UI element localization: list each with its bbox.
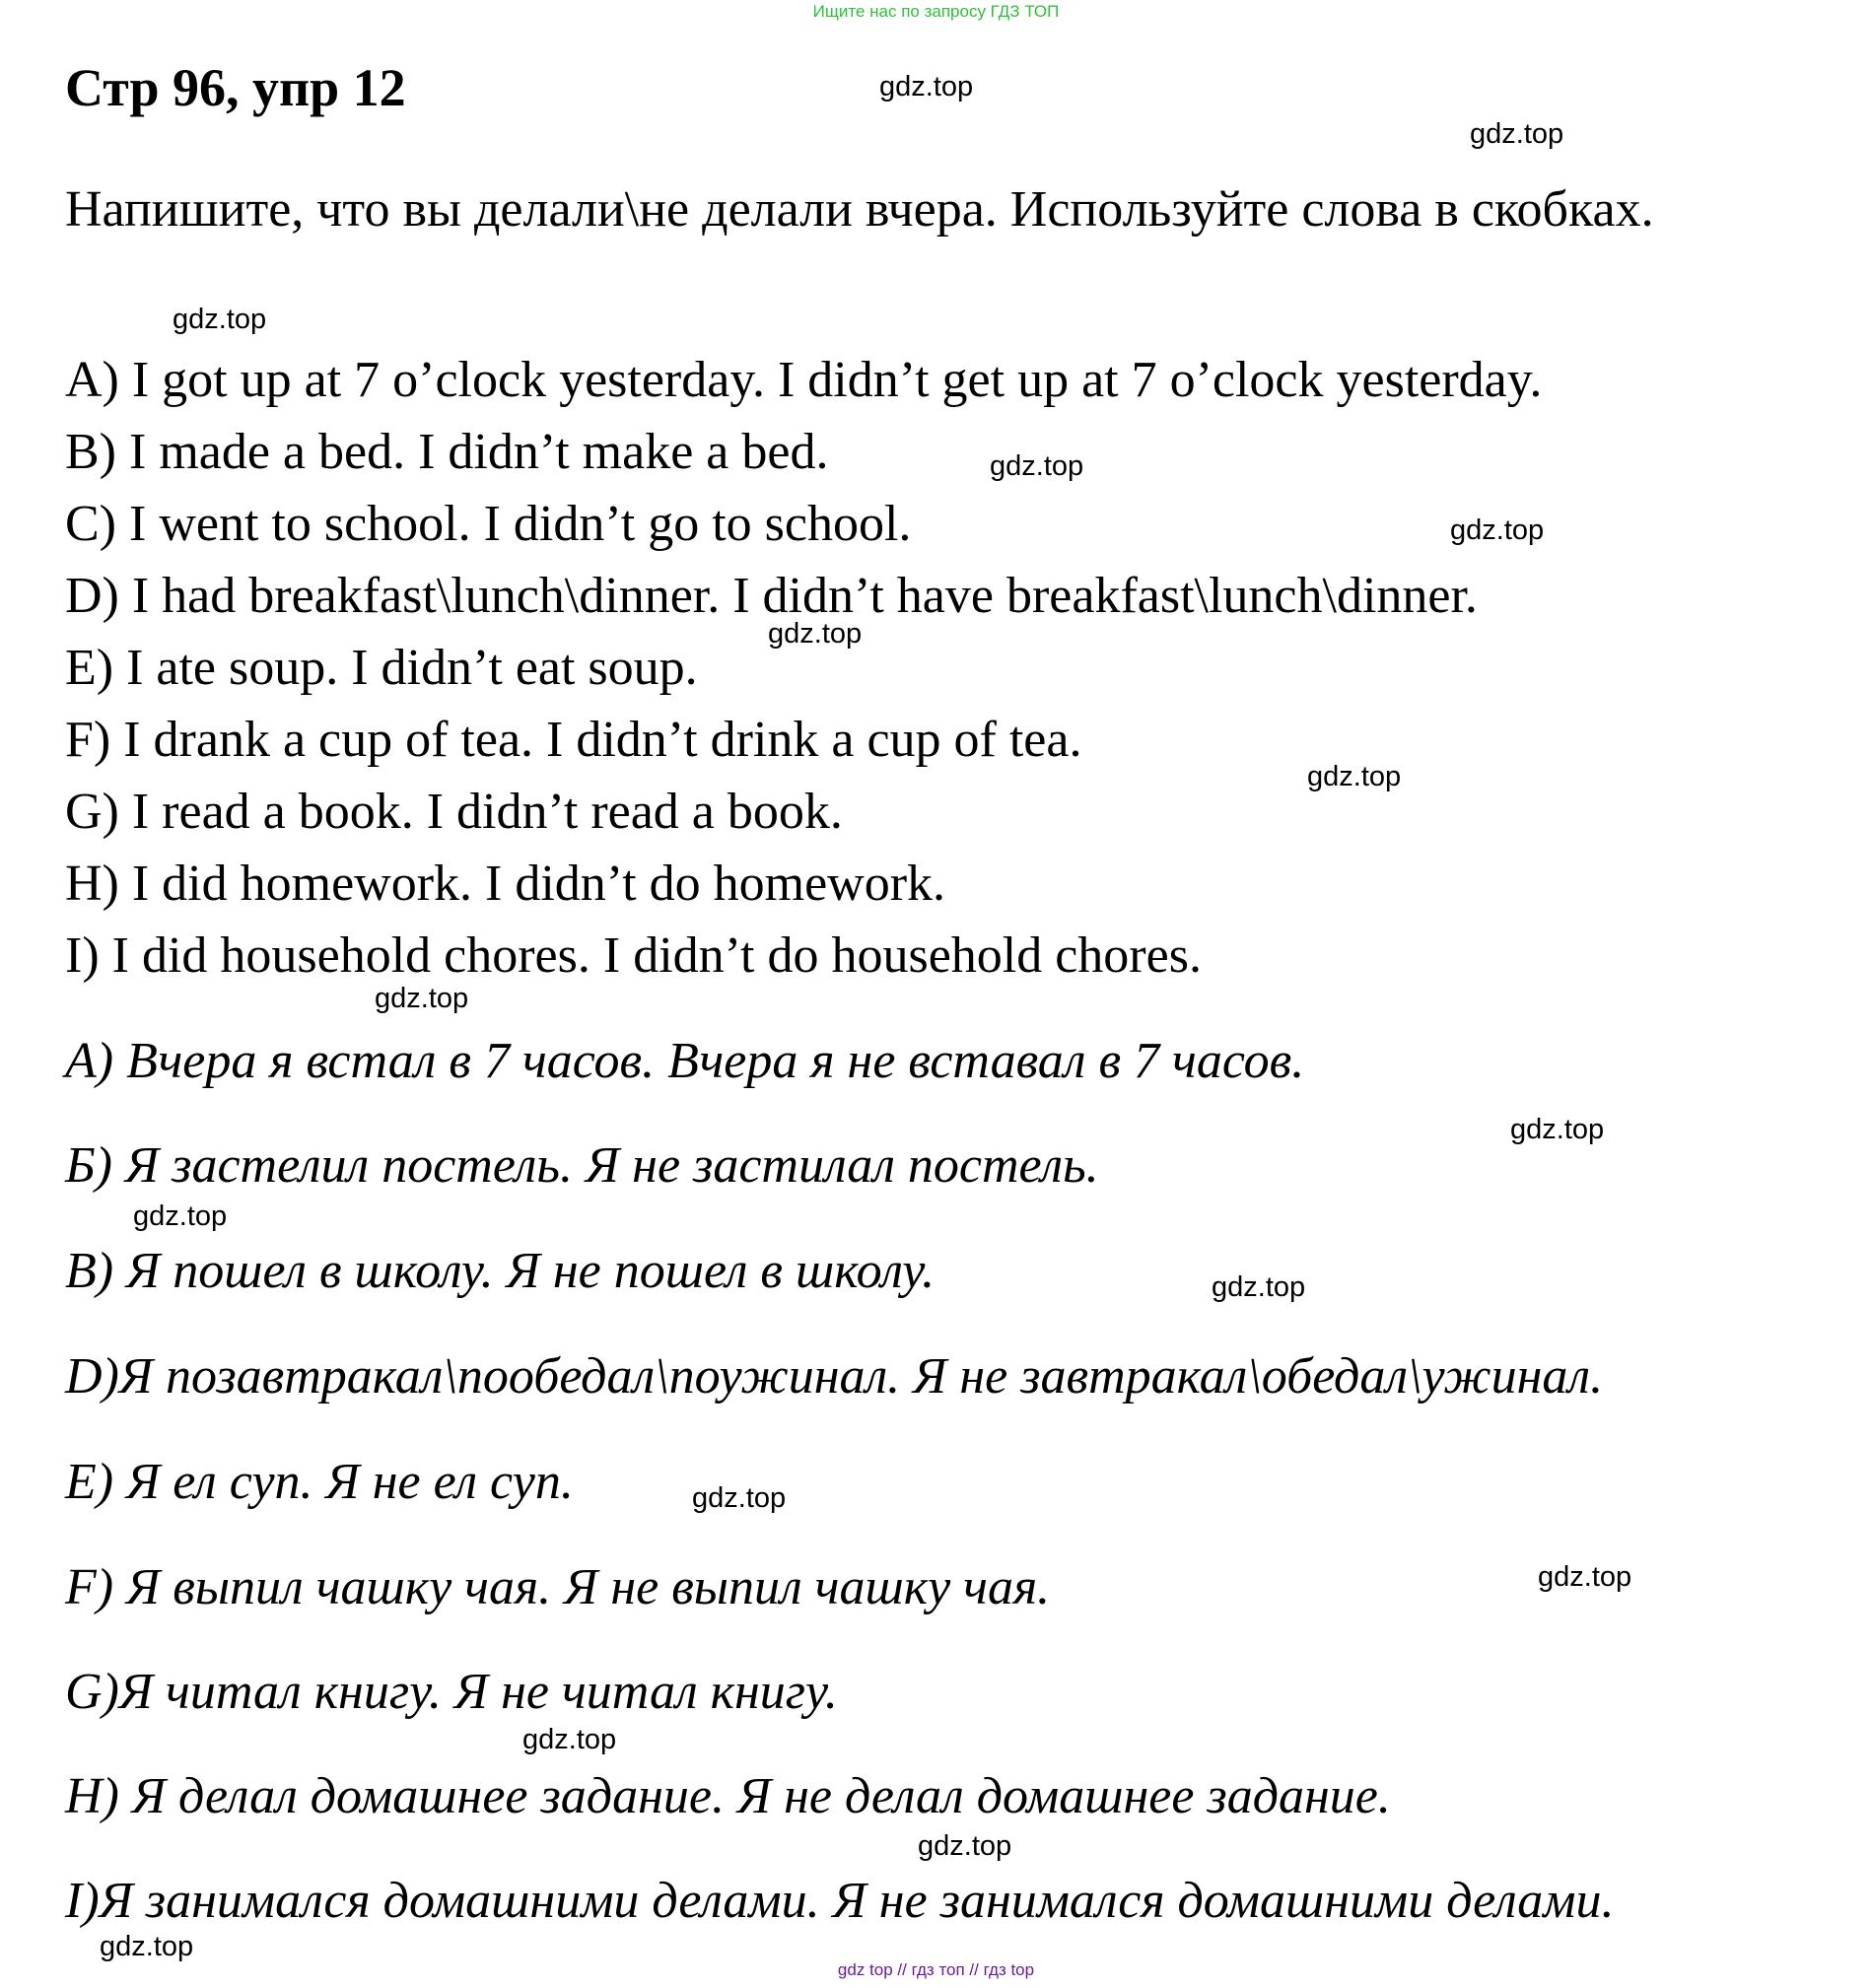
- watermark: gdz.top: [100, 1931, 194, 1962]
- watermark: gdz.top: [1470, 118, 1564, 150]
- watermark: gdz.top: [1307, 761, 1402, 792]
- english-line-h: H) I did homework. I didn’t do homework.: [65, 856, 946, 912]
- russian-line-h: H) Я делал домашнее задание. Я не делал домашнее задание.: [65, 1768, 1391, 1824]
- footer-links: gdz top // гдз топ // гдз top: [837, 1960, 1035, 1979]
- watermark: gdz.top: [522, 1724, 617, 1755]
- watermark: gdz.top: [133, 1200, 228, 1232]
- russian-line-f: F) Я выпил чашку чая. Я не выпил чашку чая.: [65, 1559, 1051, 1615]
- english-line-a: A) I got up at 7 o’clock yesterday. I didn’t get up at 7 o’clock yesterday.: [65, 352, 1543, 408]
- watermark: gdz.top: [173, 304, 267, 335]
- english-line-c: C) I went to school. I didn’t go to school.: [65, 496, 912, 552]
- english-line-f: F) I drank a cup of tea. I didn’t drink a cup of tea.: [65, 712, 1082, 768]
- russian-line-g: G)Я читал книгу. Я не читал книгу.: [65, 1664, 838, 1720]
- russian-line-a: А) Вчера я встал в 7 часов. Вчера я не вставал в 7 часов.: [65, 1033, 1305, 1089]
- english-line-d: D) I had breakfast\lunch\dinner. I didn’t have breakfast\lunch\dinner.: [65, 568, 1478, 624]
- top-banner: Ищите нас по запросу ГДЗ ТОП: [812, 2, 1060, 21]
- watermark: gdz.top: [375, 983, 469, 1014]
- russian-line-b: Б) Я застелил постель. Я не застилал постель.: [65, 1137, 1099, 1194]
- russian-line-i: I)Я занимался домашними делами. Я не занимался домашними делами.: [65, 1873, 1615, 1929]
- english-line-b: B) I made a bed. I didn’t make a bed.: [65, 424, 829, 480]
- watermark: gdz.top: [692, 1482, 787, 1514]
- russian-line-d: D)Я позавтракал\пообедал\поужинал. Я не завтракал\обедал\ужинал.: [65, 1348, 1604, 1405]
- watermark: gdz.top: [1538, 1561, 1632, 1593]
- watermark: gdz.top: [1450, 514, 1545, 546]
- russian-line-c: В) Я пошел в школу. Я не пошел в школу.: [65, 1243, 936, 1299]
- watermark: gdz.top: [879, 71, 974, 103]
- watermark: gdz.top: [768, 618, 863, 650]
- english-line-g: G) I read a book. I didn’t read a book.: [65, 784, 843, 840]
- watermark: gdz.top: [918, 1830, 1012, 1862]
- exercise-instruction: Напишите, что вы делали\не делали вчера. Используйте слова в скобках.: [65, 181, 1654, 238]
- watermark: gdz.top: [1212, 1271, 1306, 1303]
- watermark: gdz.top: [990, 450, 1084, 482]
- russian-line-e: E) Я ел суп. Я не ел суп.: [65, 1454, 574, 1510]
- english-line-e: E) I ate soup. I didn’t eat soup.: [65, 640, 698, 696]
- page-title: Стр 96, упр 12: [65, 58, 406, 117]
- english-line-i: I) I did household chores. I didn’t do household chores.: [65, 927, 1202, 984]
- watermark: gdz.top: [1510, 1114, 1605, 1145]
